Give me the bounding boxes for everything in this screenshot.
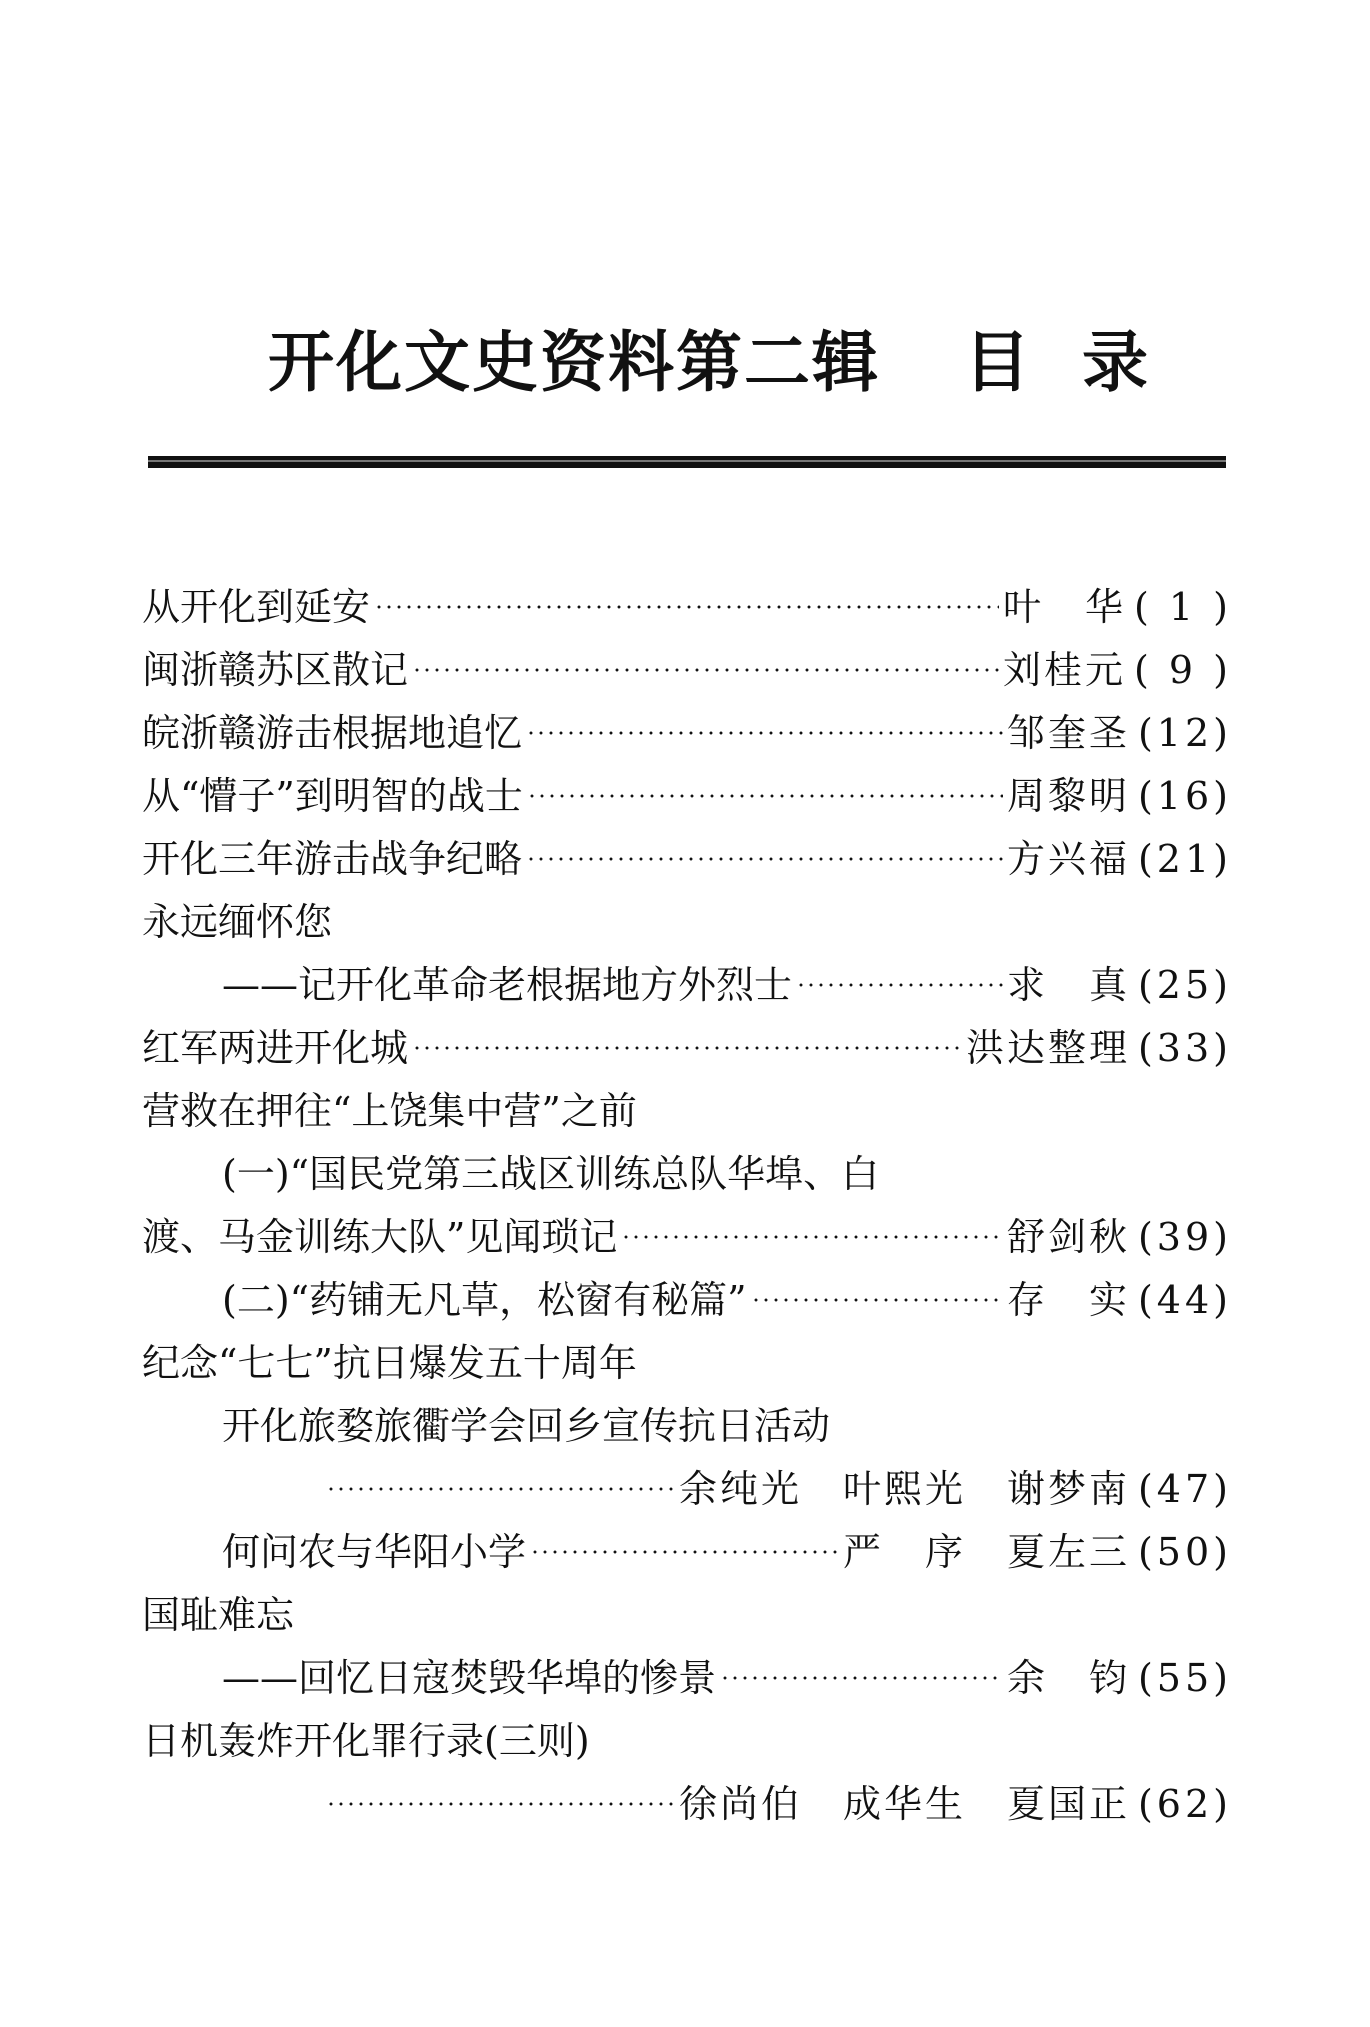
toc-entry-title: 开化三年游击战争纪略: [142, 836, 523, 881]
title-main: 开化文史资料第二辑: [268, 324, 880, 401]
toc-entry-title: 开化旅婺旅衢学会回乡宣传抗日活动: [222, 1403, 831, 1448]
toc-entry-author: 求 真: [1006, 962, 1130, 1007]
toc-entry-author: 余 钧: [1006, 1655, 1130, 1700]
title-divider-rule: [148, 456, 1226, 468]
toc-entry-title: 永远缅怀您: [142, 899, 333, 944]
toc-entry: [142, 764, 1232, 827]
toc-entry: [142, 1457, 1232, 1520]
toc-dot-leader: [720, 1676, 1003, 1680]
toc-entry-author: 徐尚伯 成华生 夏国正: [678, 1781, 1130, 1826]
toc-entry: [142, 1079, 1232, 1142]
toc-dot-leader: [374, 605, 999, 609]
toc-entry-title: 国耻难忘: [142, 1592, 295, 1637]
toc-entry: [142, 575, 1232, 638]
toc-entry: [142, 701, 1232, 764]
toc-entry: [142, 1142, 1232, 1205]
toc-dot-leader: [527, 794, 1003, 798]
toc-entry-title: ——记开化革命老根据地方外烈士: [222, 962, 793, 1007]
toc-entry-author: 舒剑秋: [1006, 1214, 1130, 1259]
toc-entry-author: 洪达整理: [965, 1025, 1130, 1070]
toc-entry-title: (二)“药铺无凡草，松窗有秘篇”: [222, 1277, 747, 1322]
toc-entry-title: 纪念“七七”抗日爆发五十周年: [142, 1340, 637, 1385]
toc-entry: [142, 1268, 1232, 1331]
toc-dot-leader: [526, 731, 1003, 735]
toc-dot-leader: [326, 1487, 675, 1491]
toc-entry-page: (16): [1137, 773, 1232, 818]
toc-entry-page: (44): [1137, 1277, 1232, 1322]
toc-entry: [142, 1583, 1232, 1646]
toc-entry: [142, 1016, 1232, 1079]
toc-dot-leader: [412, 668, 999, 672]
toc-dot-leader: [412, 1046, 962, 1050]
toc-entry-title: 皖浙赣游击根据地追忆: [142, 710, 523, 755]
toc-entry-author: 严 序 夏左三: [842, 1529, 1130, 1574]
toc-dot-leader: [526, 857, 1003, 861]
toc-entry: [142, 1646, 1232, 1709]
toc-entry-title: 闽浙赣苏区散记: [142, 647, 409, 692]
toc-entry: [142, 638, 1232, 701]
toc-entry-page: (39): [1137, 1214, 1232, 1259]
toc-entry-title: 日机轰炸开化罪行录(三则): [142, 1718, 590, 1763]
toc-entry-title: 红军两进开化城: [142, 1025, 409, 1070]
toc-entry-author: 叶 华: [1002, 584, 1126, 629]
toc-entry-page: (50): [1137, 1529, 1232, 1574]
toc-entry-page: (47): [1137, 1466, 1232, 1511]
toc-entry: [142, 1709, 1232, 1772]
toc-entry-page: ( 9 ): [1134, 647, 1232, 692]
toc-entry-title: ——回忆日寇焚毁华埠的惨景: [222, 1655, 717, 1700]
toc-entry-page: ( 1 ): [1134, 584, 1232, 629]
toc-entry-author: 方兴福: [1006, 836, 1130, 881]
toc-entry-title: 从开化到延安: [142, 584, 371, 629]
toc-entry: [142, 953, 1232, 1016]
toc-entry-author: 存 实: [1006, 1277, 1130, 1322]
toc-entry-title: 何问农与华阳小学: [222, 1529, 527, 1574]
toc-entry-author: 周黎明: [1006, 773, 1130, 818]
toc-entry: [142, 1331, 1232, 1394]
toc-entry-title: 渡、马金训练大队”见闻琐记: [142, 1214, 618, 1259]
title-sub: 目录: [964, 324, 1200, 401]
toc-entry: [142, 1520, 1232, 1583]
toc-entry-page: (33): [1137, 1025, 1232, 1070]
toc-entry-page: (62): [1137, 1781, 1232, 1826]
toc-entry-page: (12): [1137, 710, 1232, 755]
toc-entry: [142, 890, 1232, 953]
toc-entry-title: (一)“国民党第三战区训练总队华埠、白: [222, 1151, 880, 1196]
table-of-contents: [142, 575, 1232, 1835]
toc-entry-author: 邹奎圣: [1006, 710, 1130, 755]
toc-dot-leader: [796, 983, 1003, 987]
toc-entry: [142, 1205, 1232, 1268]
toc-entry-page: (25): [1137, 962, 1232, 1007]
toc-dot-leader: [621, 1235, 1003, 1239]
toc-entry-page: (55): [1137, 1655, 1232, 1700]
toc-entry-title: 从“懵子”到明智的战士: [142, 773, 523, 818]
toc-dot-leader: [326, 1802, 675, 1806]
toc-entry: [142, 1772, 1232, 1835]
toc-entry-author: 刘桂元: [1002, 647, 1126, 692]
page-title: [268, 318, 1200, 408]
toc-entry-title: 营救在押往“上饶集中营”之前: [142, 1088, 637, 1133]
toc-dot-leader: [530, 1550, 839, 1554]
toc-dot-leader: [751, 1298, 1003, 1302]
toc-entry-page: (21): [1137, 836, 1232, 881]
toc-entry: [142, 827, 1232, 890]
toc-entry: [142, 1394, 1232, 1457]
toc-entry-author: 余纯光 叶熙光 谢梦南: [678, 1466, 1130, 1511]
